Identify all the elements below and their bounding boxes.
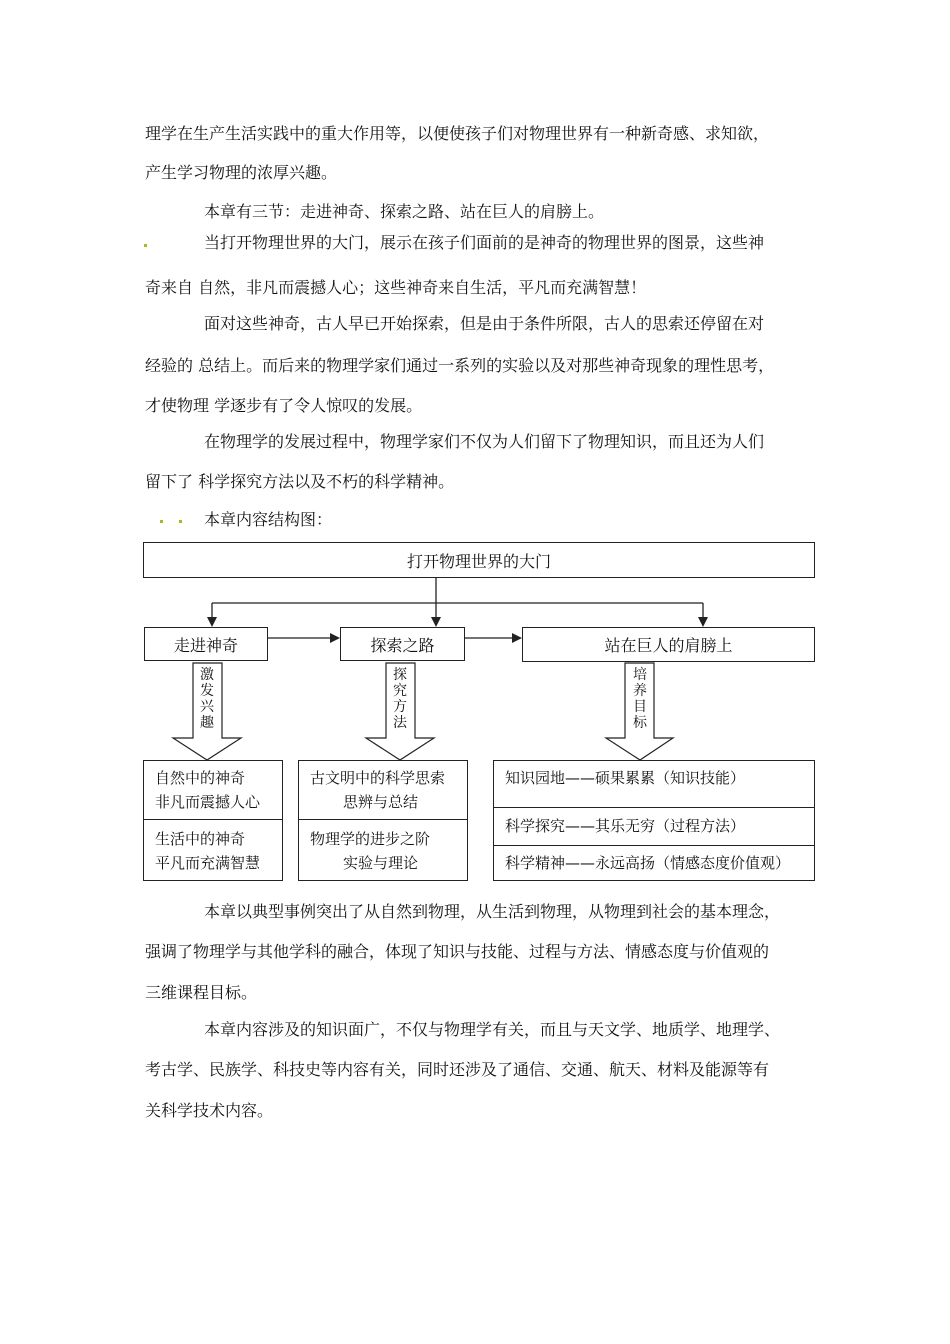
paragraph-line: 强调了物理学与其他学科的融合，体现了知识与技能、过程与方法、情感态度与价值观的 bbox=[145, 942, 770, 961]
paragraph-line: 留下了 科学探究方法以及不朽的科学精神。 bbox=[145, 472, 455, 491]
paragraph-line: 理学在生产生活实践中的重大作用等，以便使孩子们对物理世界有一种新奇感、求知欲， bbox=[145, 124, 770, 143]
right-text: 科学探究——其乐无穷（过程方法） bbox=[505, 817, 746, 835]
paragraph-line: 本章有三节：走进神奇、探索之路、站在巨人的肩膀上。 bbox=[204, 202, 605, 221]
middle-text: 古文明中的科学思索 bbox=[310, 769, 446, 787]
section-box-1: 走进神奇 bbox=[144, 627, 268, 661]
middle-text: 物理学的进步之阶 bbox=[310, 830, 431, 848]
arrow-label-1: 激发兴趣 bbox=[200, 667, 214, 731]
left-text: 生活中的神奇 bbox=[155, 830, 246, 848]
paragraph-line: 考古学、民族学、科技史等内容有关，同时还涉及了通信、交通、航天、材料及能源等有 bbox=[145, 1060, 770, 1079]
paragraph-line: 本章以典型事例突出了从自然到物理，从生活到物理，从物理到社会的基本理念， bbox=[204, 902, 781, 921]
middle-text: 实验与理论 bbox=[343, 854, 419, 872]
arrow-label-3: 培养目标 bbox=[633, 667, 647, 731]
right-text: 知识园地——硕果累累（知识技能） bbox=[505, 769, 746, 787]
divider bbox=[494, 807, 814, 808]
divider bbox=[299, 819, 467, 820]
paragraph-line: 产生学习物理的浓厚兴趣。 bbox=[145, 163, 338, 182]
paragraph-line: 当打开物理世界的大门，展示在孩子们面前的是神奇的物理世界的图景，这些神 bbox=[204, 233, 765, 252]
paragraph-line: 本章内容结构图： bbox=[204, 510, 333, 529]
paragraph-line: 三维课程目标。 bbox=[145, 983, 258, 1002]
divider bbox=[144, 819, 282, 820]
middle-text: 思辨与总结 bbox=[343, 793, 419, 811]
paragraph-line: 本章内容涉及的知识面广，不仅与物理学有关，而且与天文学、地质学、地理学、 bbox=[204, 1020, 781, 1039]
left-text: 平凡而充满智慧 bbox=[155, 854, 261, 872]
left-text: 自然中的神奇 bbox=[155, 769, 246, 787]
section-box-2: 探索之路 bbox=[340, 627, 465, 661]
paragraph-line: 奇来自 自然，非凡而震撼人心；这些神奇来自生活，平凡而充满智慧！ bbox=[145, 278, 647, 297]
paragraph-line: 经验的 总结上。而后来的物理学家们通过一系列的实验以及对那些神奇现象的理性思考， bbox=[145, 356, 775, 375]
paragraph-line: 关科学技术内容。 bbox=[145, 1101, 274, 1120]
paragraph-line: 才使物理 学逐步有了令人惊叹的发展。 bbox=[145, 396, 423, 415]
divider bbox=[494, 845, 814, 846]
section-box-3: 站在巨人的肩膀上 bbox=[522, 627, 815, 662]
right-text: 科学精神——永远高扬（情感态度价值观） bbox=[505, 854, 791, 872]
diagram-top-box: 打开物理世界的大门 bbox=[143, 542, 815, 578]
paragraph-line: 在物理学的发展过程中，物理学家们不仅为人们留下了物理知识，而且还为人们 bbox=[204, 432, 765, 451]
arrow-label-2: 探究方法 bbox=[393, 667, 407, 731]
left-text: 非凡而震撼人心 bbox=[155, 793, 261, 811]
paragraph-line: 面对这些神奇，古人早已开始探索，但是由于条件所限，古人的思索还停留在对 bbox=[204, 314, 765, 333]
